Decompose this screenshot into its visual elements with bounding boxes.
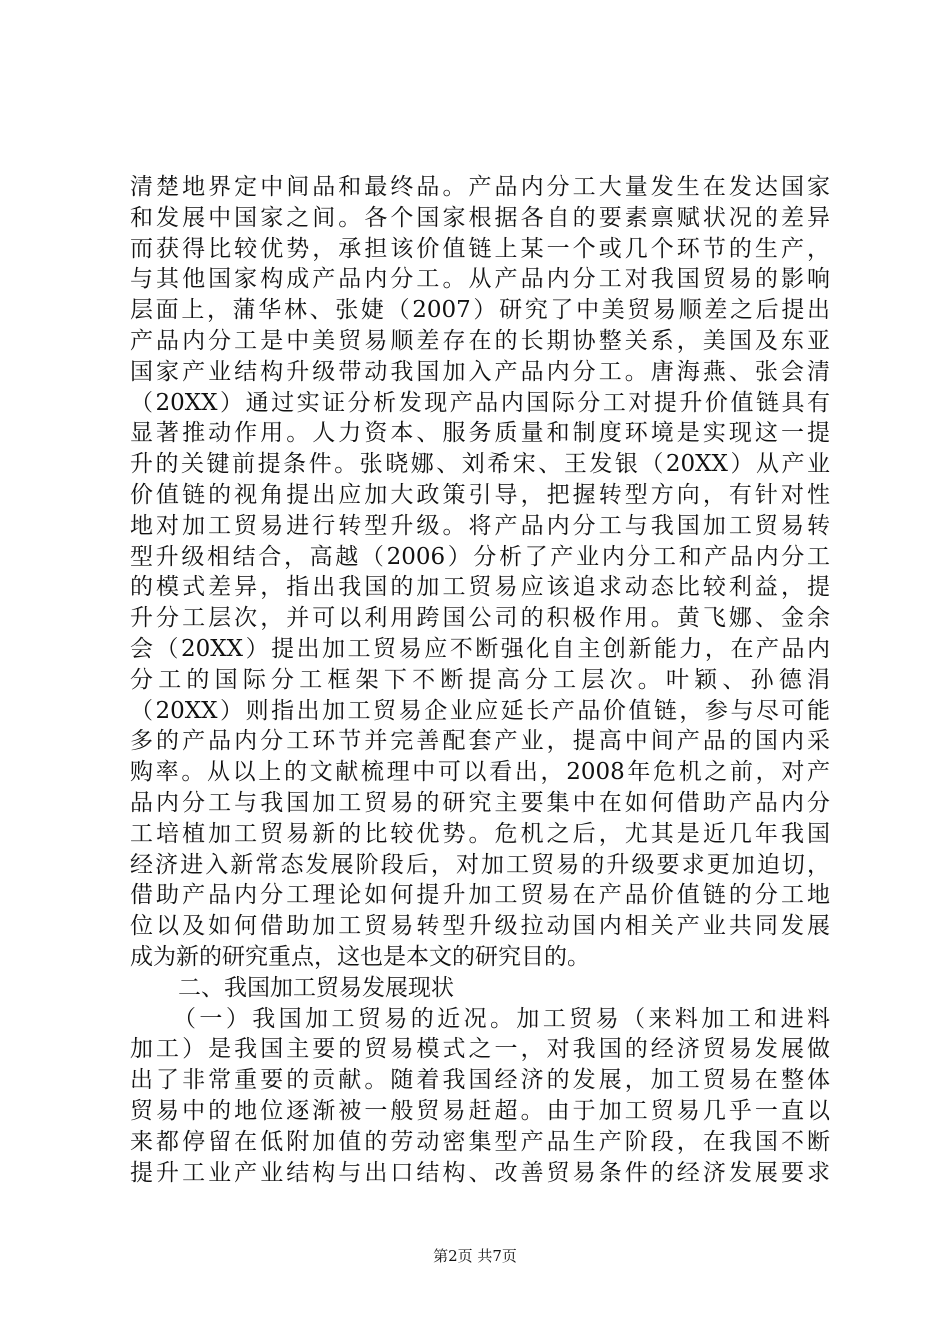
text-line: 显著推动作用。人力资本、服务质量和制度环境是实现这一提 — [130, 420, 830, 447]
page-number: 第2页 共7页 — [433, 1247, 517, 1265]
text-line: 来都停留在低附加值的劳动密集型产品生产阶段，在我国不断 — [130, 1128, 830, 1155]
body-text — [130, 172, 830, 1188]
text-line: 借助产品内分工理论如何提升加工贸易在产品价值链的分工地 — [130, 882, 830, 909]
section-heading: 二、我国加工贸易发展现状 — [178, 974, 454, 1001]
text-line: 加工）是我国主要的贸易模式之一，对我国的经济贸易发展做 — [130, 1036, 830, 1063]
text-line: 购率。从以上的文献梳理中可以看出，2008年危机之前，对产 — [130, 759, 830, 786]
text-line: 提升工业产业结构与出口结构、改善贸易条件的经济发展要求 — [130, 1159, 830, 1186]
text-line: 和发展中国家之间。各个国家根据各自的要素禀赋状况的差异 — [130, 204, 830, 231]
text-line: 经济进入新常态发展阶段后，对加工贸易的升级要求更加迫切， — [130, 851, 830, 878]
text-line: 国家产业结构升级带动我国加入产品内分工。唐海燕、张会清 — [130, 358, 830, 385]
text-line: 的模式差异，指出我国的加工贸易应该追求动态比较利益，提 — [130, 574, 830, 601]
text-line: 分工的国际分工框架下不断提高分工层次。叶颖、孙德涓 — [130, 666, 830, 693]
text-line: 成为新的研究重点，这也是本文的研究目的。 — [130, 943, 590, 970]
text-line: 型升级相结合，高越（2006）分析了产业内分工和产品内分工 — [130, 543, 830, 570]
text-line: 产品内分工是中美贸易顺差存在的长期协整关系，美国及东亚 — [130, 327, 830, 354]
text-line: 清楚地界定中间品和最终品。产品内分工大量发生在发达国家 — [130, 174, 830, 200]
text-line: 品内分工与我国加工贸易的研究主要集中在如何借助产品内分 — [130, 789, 830, 816]
text-line: 多的产品内分工环节并完善配套产业，提高中间产品的国内采 — [130, 728, 830, 755]
text-line: 与其他国家构成产品内分工。从产品内分工对我国贸易的影响 — [130, 266, 830, 293]
text-line: 升分工层次，并可以利用跨国公司的积极作用。黄飞娜、金余 — [130, 605, 830, 632]
text-line: 出了非常重要的贡献。随着我国经济的发展，加工贸易在整体 — [130, 1067, 830, 1094]
text-line: 价值链的视角提出应加大政策引导，把握转型方向，有针对性 — [130, 481, 830, 508]
text-line: （一）我国加工贸易的近况。加工贸易（来料加工和进料 — [173, 1005, 830, 1032]
text-line: 升的关键前提条件。张晓娜、刘希宋、王发银（20XX）从产业 — [130, 451, 830, 478]
text-line: 层面上，蒲华林、张婕（2007）研究了中美贸易顺差之后提出 — [130, 297, 830, 324]
text-line: 而获得比较优势，承担该价值链上某一个或几个环节的生产， — [130, 235, 830, 262]
text-line: 位以及如何借助加工贸易转型升级拉动国内相关产业共同发展 — [130, 913, 830, 940]
text-line: （20XX）则指出加工贸易企业应延长产品价值链，参与尽可能 — [130, 697, 830, 724]
text-line: （20XX）通过实证分析发现产品内国际分工对提升价值链具有 — [130, 389, 830, 416]
text-line: 贸易中的地位逐渐被一般贸易赶超。由于加工贸易几乎一直以 — [130, 1097, 830, 1124]
text-line: 工培植加工贸易新的比较优势。危机之后，尤其是近几年我国 — [130, 820, 830, 847]
text-line: 会（20XX）提出加工贸易应不断强化自主创新能力，在产品内 — [130, 635, 830, 662]
text-line: 地对加工贸易进行转型升级。将产品内分工与我国加工贸易转 — [130, 512, 830, 539]
